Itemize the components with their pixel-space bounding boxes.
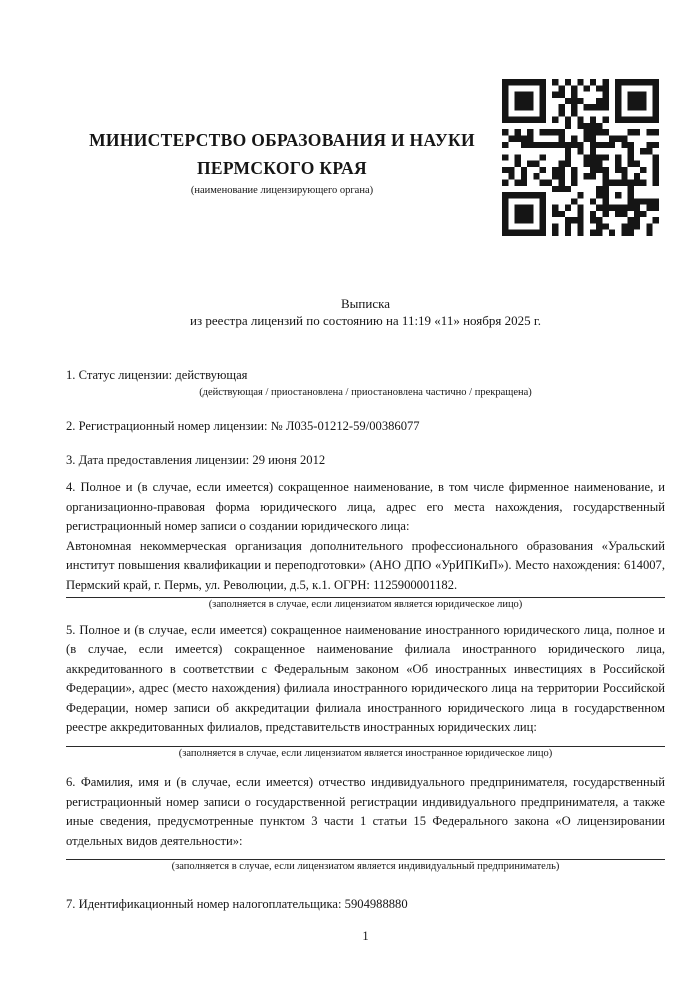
legal-entity-caption: (заполняется в случае, если лицензиатом является юридическое лицо) — [208, 599, 523, 610]
page-number: 1 — [362, 929, 369, 943]
licensing-authority-caption: (наименование лицензирующего органа) — [190, 185, 374, 196]
foreign-legal-entity-caption: (заполняется в случае, если лицензиатом является иностранное юридическое лицо) — [178, 747, 553, 759]
foreign-legal-entity-label: 5. Полное и (в случае, если имеется) сокращенное наименование иностранного юридического лица, полное и (в случае, если имеется) сокращенное наименование филиала иностранного юридического лица, аккредитованного в соответствии с Федеральным законом «Об иностранных инвестициях в Российской Федерации», адрес (место нахождения) филиала иностранного юридического лица на территории Российской Федерации, номер записи об аккредитации филиала иностранного юридического лица в государственном реестре аккредитованных филиалов, представительств иностранных юридических лиц: — [66, 622, 665, 734]
item-license-status — [66, 366, 665, 399]
individual-entrepreneur-label: 6. Фамилия, имя и (в случае, если имеется) отчество индивидуального предпринимателя, государственный регистрационный номер записи о государственной регистрации индивидуального предпринимателя, а также иные сведения, предусмотренные пунктом 3 части 1 статьи 15 Федерального закона «О лицензировании отдельных видов деятельности»: — [66, 775, 665, 848]
license-status-text: 1. Статус лицензии: действующая — [66, 368, 248, 382]
ministry-name-line2: ПЕРМСКОГО КРАЯ — [197, 158, 367, 178]
qr-code-image — [502, 79, 659, 236]
individual-entrepreneur-caption: (заполняется в случае, если лицензиатом является индивидуальный предприниматель) — [171, 861, 560, 872]
item-individual-entrepreneur — [66, 773, 665, 874]
license-grant-date-text: 3. Дата предоставления лицензии: 29 июня 2012 — [66, 452, 326, 467]
document-title-line2: из реестра лицензий по состоянию на 11:19 «11» ноября 2025 г. — [190, 313, 541, 328]
item-registration-number — [66, 417, 665, 437]
item-foreign-legal-entity — [66, 621, 665, 761]
ministry-name-line1: МИНИСТЕРСТВО ОБРАЗОВАНИЯ И НАУКИ — [89, 130, 475, 150]
legal-entity-value: Автономная некоммерческая организация дополнительного профессионального образования «Уральский институт повышения квалификации и переподготовки» (АНО ДПО «УрИПКиП»). Место нахождения: 614007, Пермский край, г. Пермь, ул. Революции, д.5, к.1. ОГРН: 1125900001182. — [66, 538, 665, 592]
licensing-authority-header — [66, 126, 498, 198]
document-title — [66, 295, 665, 329]
taxpayer-id-text: 7. Идентификационный номер налогоплательщика: 5904988880 — [66, 896, 408, 911]
legal-entity-label: 4. Полное и (в случае, если имеется) сокращенное наименование, в том числе фирменное наименование, и организационно-правовая форма юридического лица, адрес его места нахождения, государственный регистрационный номер записи о создании юридического лица: — [66, 480, 665, 533]
item-license-grant-date — [66, 451, 665, 471]
document-title-line1: Выписка — [341, 296, 390, 311]
license-status-caption: (действующая / приостановлена / приостановлена частично / прекращена) — [199, 386, 532, 398]
registration-number-text: 2. Регистрационный номер лицензии: № Л035-01212-59/00386077 — [66, 419, 420, 433]
item-legal-entity — [66, 478, 665, 612]
item-taxpayer-id — [66, 895, 665, 915]
